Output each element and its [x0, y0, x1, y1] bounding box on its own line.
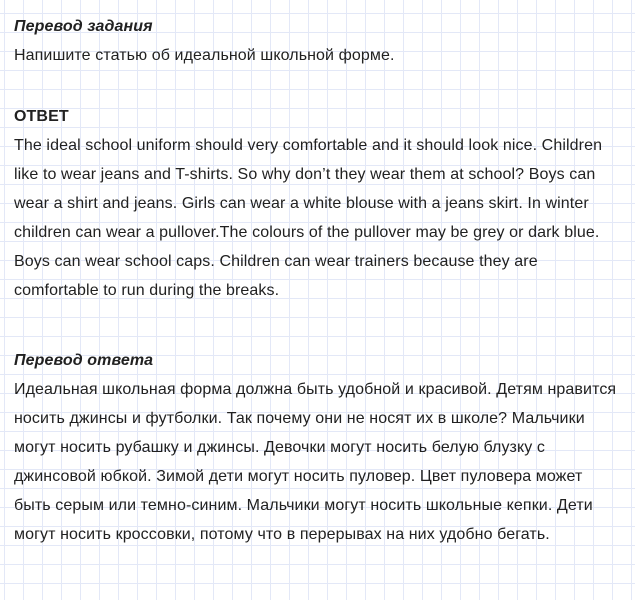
answer-translation-section [14, 346, 622, 549]
answer-heading: ОТВЕТ [14, 108, 69, 125]
answer-section [14, 102, 622, 305]
task-translation-section [14, 12, 622, 70]
task-translation-heading: Перевод задания [14, 18, 153, 35]
answer-translation-heading: Перевод ответа [14, 352, 154, 369]
answer-translation-text: Идеальная школьная форма должна быть удобной и красивой. Детям нравится носить джинсы и футболки. Так почему они не носят их в школе? Мальчики могут носить рубашку и джинсы. Девочки могут носить белую блузку с джинсовой юбкой. Зимой дети могут носить пуловер. Цвет пуловера может быть серым или темно-синим. Мальчики могут носить школьные кепки. Дети могут носить кроссовки, потому что в перерывах на них удобно бегать. [14, 381, 617, 543]
task-translation-text: Напишите статью об идеальной школьной форме. [14, 47, 395, 64]
answer-text: The ideal school uniform should very comfortable and it should look nice. Children like to wear jeans and T-shirts. So why don’t they wear them at school? Boys can wear a shirt and jeans. Girls can wear a white blouse with a jeans skirt. In winter children can wear a pullover.The colours of the pullover may be grey or dark blue. Boys can wear school caps. Children can wear trainers because they are comfortable to run during the breaks. [14, 137, 603, 299]
